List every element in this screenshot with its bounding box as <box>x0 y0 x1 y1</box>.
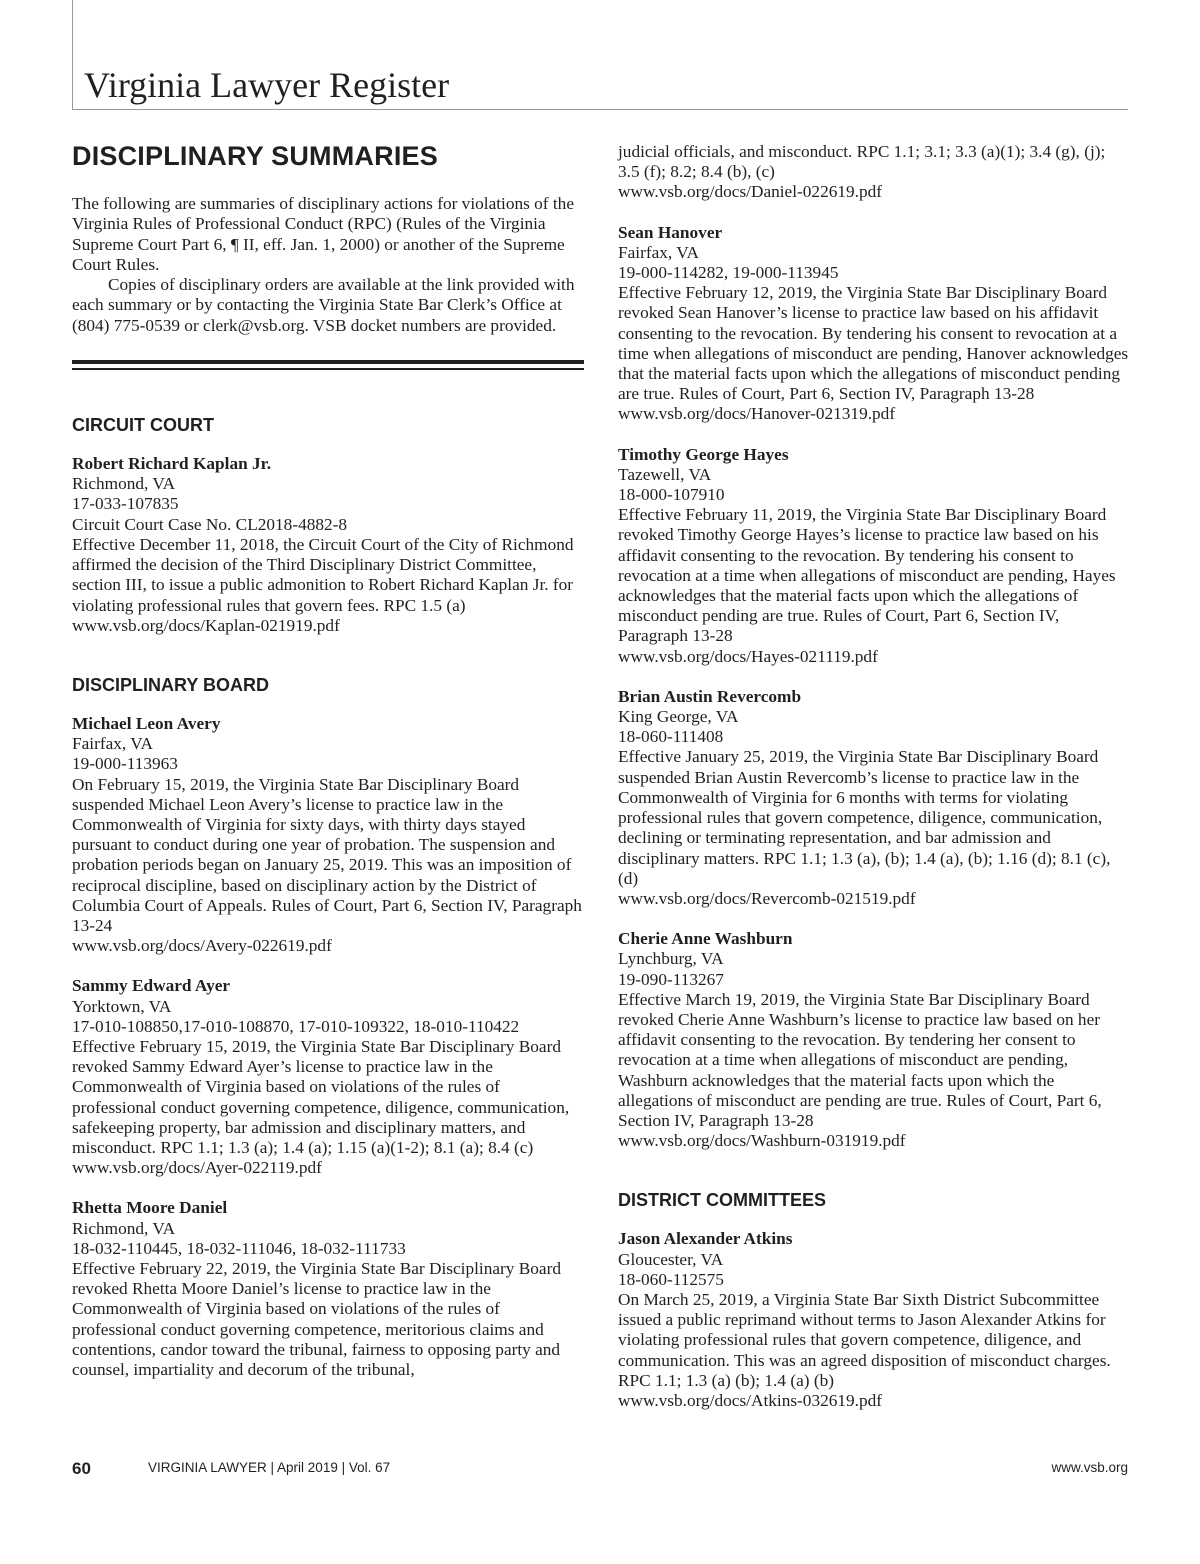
entry-summary: Effective March 19, 2019, the Virginia State Bar Disciplinary Board revoked Cherie Anne Washburn’s license to practice law based on her affidavit consenting to the revocation. By tendering her consent to revocation at a time when allegations of misconduct are pending, Washburn acknowledges that the material facts upon which the allegations of misconduct are pending are true. Rules of Court, Part 6, Section IV, Paragraph 13-28 <box>618 989 1102 1130</box>
publication-info: VIRGINIA LAWYER | April 2019 | Vol. 67 <box>148 1460 391 1475</box>
entry-daniel-continued <box>618 142 1130 203</box>
entry-docket: 19-090-113267 <box>618 969 724 989</box>
entry-docket: 17-033-107835 <box>72 494 179 514</box>
entry-summary: Effective January 25, 2019, the Virginia State Bar Disciplinary Board suspended Brian Austin Revercomb’s license to practice law in the Commonwealth of Virginia for 6 months with terms for violating professional rules that govern competence, diligence, communication, declining or terminating representation, and bar admission and disciplinary matters. RPC 1.1; 1.3 (a), (b); 1.4 (a), (b); 1.16 (d); 8.1 (c), (d) <box>618 747 1111 888</box>
entry-link[interactable]: www.vsb.org/docs/Revercomb-021519.pdf <box>618 888 916 908</box>
entry-link[interactable]: www.vsb.org/docs/Hanover-021319.pdf <box>618 404 896 424</box>
entry-name: Brian Austin Revercomb <box>618 686 802 706</box>
entry-summary: Effective February 11, 2019, the Virginia State Bar Disciplinary Board revoked Timothy George Hayes’s license to practice law based on his affidavit consenting to the revocation. By tendering his consent to revocation at a time when allegations of misconduct are pending, Hayes acknowledges that the material facts upon which the allegations of misconduct pending are true. Rules of Court, Part 6, Section IV, Paragraph 13-28 <box>618 505 1116 646</box>
entry-docket: 18-060-112575 <box>618 1269 724 1289</box>
intro-paragraph-2: Copies of disciplinary orders are available at the link provided with each summary or by contacting the Virginia State Bar Clerk’s Office at (804) 775-0539 or clerk@vsb.org. VSB docket numbers are provided. <box>72 275 575 335</box>
entry-link[interactable]: www.vsb.org/docs/Hayes-021119.pdf <box>618 646 878 666</box>
entry-summary: Effective February 22, 2019, the Virginia State Bar Disciplinary Board revoked Rhetta Moore Daniel’s license to practice law in the Commonwealth of Virginia based on violations of the rules of professional conduct governing competence, meritorious claims and contentions, candor toward the tribunal, fairness to opposing party and counsel, impartiality and decorum of the tribunal, <box>72 1258 561 1379</box>
entry-avery <box>72 714 584 956</box>
entry-name: Michael Leon Avery <box>72 713 221 733</box>
entry-docket: 19-000-114282, 19-000-113945 <box>618 263 839 283</box>
section-heading-district-committees: DISTRICT COMMITTEES <box>618 1190 826 1211</box>
entry-location: Fairfax, VA <box>618 242 699 262</box>
entry-link[interactable]: www.vsb.org/docs/Ayer-022119.pdf <box>72 1158 322 1178</box>
entry-docket: 17-010-108850,17-010-108870, 17-010-109322, 18-010-110422 <box>72 1016 520 1036</box>
entry-ayer <box>72 976 584 1178</box>
entry-docket: 18-032-110445, 18-032-111046, 18-032-111733 <box>72 1238 406 1258</box>
entry-location: Tazewell, VA <box>618 464 712 484</box>
header-divider-vertical <box>72 0 73 110</box>
entry-summary: Effective February 15, 2019, the Virginia State Bar Disciplinary Board revoked Sammy Edward Ayer’s license to practice law in the Commonwealth of Virginia based on violations of the rules of professional conduct governing competence, diligence, communication, safekeeping property, bar admission and disciplinary matters, and misconduct. RPC 1.1; 1.3 (a); 1.4 (a); 1.15 (a)(1-2); 8.1 (a); 8.4 (c) <box>72 1036 570 1157</box>
entry-washburn <box>618 929 1130 1151</box>
entry-location: Richmond, VA <box>72 1218 176 1238</box>
entry-location: Fairfax, VA <box>72 734 153 754</box>
entry-case-number: Circuit Court Case No. CL2018-4882-8 <box>72 514 348 534</box>
entry-revercomb <box>618 687 1130 909</box>
site-url[interactable]: www.vsb.org <box>1051 1460 1128 1475</box>
entry-atkins <box>618 1229 1130 1411</box>
intro-paragraph-1: The following are summaries of disciplinary actions for violations of the Virginia Rules of Professional Conduct (RPC) (Rules of the Virginia Supreme Court Part 6, ¶ II, eff. Jan. 1, 2000) or another of the Supreme Court Rules. <box>72 194 574 274</box>
entry-name: Jason Alexander Atkins <box>618 1229 793 1249</box>
entry-link[interactable]: www.vsb.org/docs/Daniel-022619.pdf <box>618 182 882 202</box>
entry-link[interactable]: www.vsb.org/docs/Atkins-032619.pdf <box>618 1390 883 1410</box>
entry-location: Richmond, VA <box>72 474 176 494</box>
left-column <box>72 140 584 1400</box>
section-heading-circuit-court: CIRCUIT COURT <box>72 415 214 436</box>
entry-summary: Effective February 12, 2019, the Virginia State Bar Disciplinary Board revoked Sean Hanover’s license to practice law based on his affidavit consenting to the revocation. By tendering his consent to revocation at a time when allegations of misconduct are pending, Hanover acknowledges that the material facts upon which the allegations of misconduct pending are true. Rules of Court, Part 6, Section IV, Paragraph 13-28 <box>618 283 1129 404</box>
entry-location: Lynchburg, VA <box>618 949 724 969</box>
entry-name: Sammy Edward Ayer <box>72 976 231 996</box>
entry-daniel <box>72 1198 584 1380</box>
entry-link[interactable]: www.vsb.org/docs/Washburn-031919.pdf <box>618 1131 906 1151</box>
entry-summary: Effective December 11, 2018, the Circuit Court of the City of Richmond affirmed the decision of the Third Disciplinary District Committee, section III, to issue a public admonition to Robert Richard Kaplan Jr. for violating professional rules that govern fees. RPC 1.5 (a) <box>72 534 574 615</box>
entry-location: Yorktown, VA <box>72 996 172 1016</box>
register-title: Virginia Lawyer Register <box>84 65 450 105</box>
entry-hanover <box>618 223 1130 425</box>
entry-link[interactable]: www.vsb.org/docs/Kaplan-021919.pdf <box>72 615 340 635</box>
entry-summary-continued: judicial officials, and misconduct. RPC 1.1; 3.1; 3.3 (a)(1); 3.4 (g), (j); 3.5 (f); 8.2; 8.4 (b), (c) <box>618 142 1106 182</box>
entry-location: Gloucester, VA <box>618 1249 724 1269</box>
entry-name: Timothy George Hayes <box>618 444 789 464</box>
entry-location: King George, VA <box>618 707 739 727</box>
section-divider <box>72 360 584 370</box>
entry-docket: 18-060-111408 <box>618 727 724 747</box>
entry-docket: 18-000-107910 <box>618 485 725 505</box>
entry-kaplan <box>72 454 584 636</box>
entry-summary: On March 25, 2019, a Virginia State Bar Sixth District Subcommittee issued a public reprimand without terms to Jason Alexander Atkins for violating professional rules that govern competence, diligence, and communication. This was an agreed disposition of misconduct charges. RPC 1.1; 1.3 (a) (b); 1.4 (a) (b) <box>618 1289 1111 1390</box>
entry-name: Rhetta Moore Daniel <box>72 1198 228 1218</box>
section-heading-disciplinary-board: DISCIPLINARY BOARD <box>72 674 270 695</box>
entry-hayes <box>618 445 1130 667</box>
entry-link[interactable]: www.vsb.org/docs/Avery-022619.pdf <box>72 936 332 956</box>
entry-name: Cherie Anne Washburn <box>618 929 793 949</box>
entry-summary: On February 15, 2019, the Virginia State Bar Disciplinary Board suspended Michael Leon Avery’s license to practice law in the Commonwealth of Virginia for sixty days, with thirty days stayed pursuant to conduct during one year of probation. The suspension and probation periods began on January 25, 2019. This was an imposition of reciprocal discipline, based on disciplinary action by the District of Columbia Court of Appeals. Rules of Court, Part 6, Section IV, Paragraph 13-24 <box>72 774 582 935</box>
entry-docket: 19-000-113963 <box>72 754 178 774</box>
header-divider-horizontal <box>72 109 1128 110</box>
page-title: DISCIPLINARY SUMMARIES <box>72 141 438 171</box>
entry-name: Robert Richard Kaplan Jr. <box>72 454 272 474</box>
page-number: 60 <box>72 1459 91 1478</box>
right-column <box>618 142 1130 1431</box>
entry-name: Sean Hanover <box>618 222 723 242</box>
